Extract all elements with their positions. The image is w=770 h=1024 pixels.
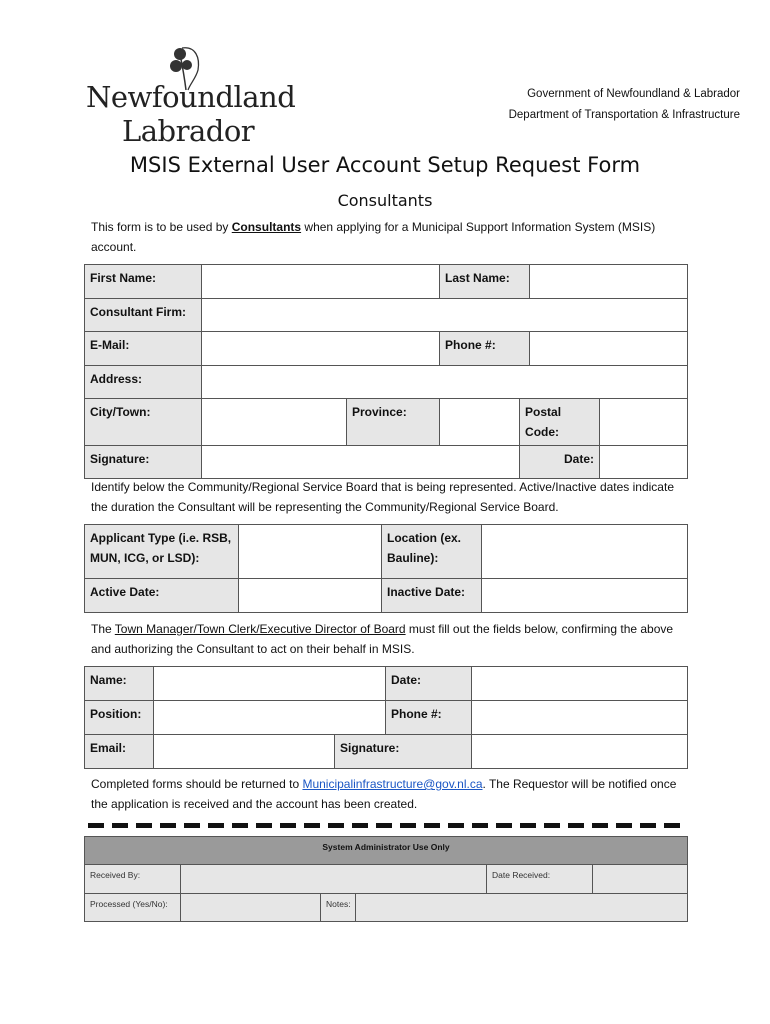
phone-field[interactable]	[530, 332, 688, 366]
date-received-field[interactable]	[593, 865, 687, 893]
active-date-label: Active Date:	[85, 579, 239, 613]
admin-header: System Administrator Use Only	[85, 837, 688, 865]
inactive-date-label: Inactive Date:	[382, 579, 482, 613]
date-received-cell	[487, 865, 688, 894]
manager-name-label: Name:	[85, 667, 154, 701]
intro-text-b: when applying for a Municipal Support Information System (MSIS) account.	[91, 220, 656, 254]
email-field[interactable]	[202, 332, 440, 366]
intro-emph: Consultants	[231, 220, 302, 234]
logo-word-newfoundland: Newfoundland	[86, 80, 296, 114]
processed-label: Processed (Yes/No):	[85, 894, 181, 922]
cut-line-divider	[88, 823, 686, 828]
consultant-firm-field[interactable]	[202, 299, 688, 332]
date-received-label: Date Received:	[487, 865, 593, 893]
form-title: MSIS External User Account Setup Request Form	[129, 153, 641, 177]
signature-label: Signature:	[85, 446, 202, 479]
first-name-field[interactable]	[202, 265, 440, 299]
address-field[interactable]	[202, 366, 688, 399]
manager-emph: Town Manager/Town Clerk/Executive Director of Board	[114, 622, 406, 636]
city-label: City/Town:	[85, 399, 202, 446]
processed-field[interactable]	[181, 894, 321, 922]
manager-paragraph	[91, 619, 691, 659]
manager-text-a: The	[91, 622, 115, 636]
email-link[interactable]: Municipalinfrastructure@gov.nl.ca	[302, 777, 483, 791]
date-field[interactable]	[600, 446, 688, 479]
nl-logo	[86, 44, 296, 148]
received-by-field[interactable]	[181, 865, 487, 894]
return-text-b: . The Requestor will be notified once the application is received and the account has been created.	[91, 777, 677, 811]
last-name-label: Last Name:	[440, 265, 530, 299]
manager-date-label: Date:	[386, 667, 472, 701]
consultant-info-table	[84, 264, 688, 479]
email-label: E-Mail:	[85, 332, 202, 366]
manager-info-table	[84, 666, 688, 769]
return-paragraph	[91, 774, 691, 814]
manager-signature-label: Signature:	[335, 735, 472, 769]
admin-use-table	[84, 836, 688, 922]
intro-text-a: This form is to be used by	[91, 220, 232, 234]
board-info-table	[84, 524, 688, 613]
location-field[interactable]	[482, 525, 688, 579]
received-by-label: Received By:	[85, 865, 181, 894]
gov-name: Government of Newfoundland & Labrador	[527, 88, 740, 100]
province-field[interactable]	[440, 399, 520, 446]
manager-signature-field[interactable]	[472, 735, 688, 769]
province-label: Province:	[347, 399, 440, 446]
applicant-type-field[interactable]	[239, 525, 382, 579]
date-label: Date:	[520, 446, 600, 479]
manager-email-field[interactable]	[154, 735, 335, 769]
department-name: Department of Transportation & Infrastructure	[508, 109, 740, 121]
phone-label: Phone #:	[440, 332, 530, 366]
manager-text-b: must fill out the fields below, confirming the above and authorizing the Consultant to act on their behalf in MSIS.	[91, 622, 674, 656]
city-field[interactable]	[202, 399, 347, 446]
active-date-field[interactable]	[239, 579, 382, 613]
manager-phone-label: Phone #:	[386, 701, 472, 735]
return-text-a: Completed forms should be returned to	[91, 777, 303, 791]
address-label: Address:	[85, 366, 202, 399]
notes-label: Notes:	[321, 894, 356, 922]
inactive-date-field[interactable]	[482, 579, 688, 613]
last-name-field[interactable]	[530, 265, 688, 299]
first-name-label: First Name:	[85, 265, 202, 299]
location-label: Location (ex. Bauline):	[382, 525, 482, 579]
position-field[interactable]	[154, 701, 386, 735]
position-label: Position:	[85, 701, 154, 735]
notes-field[interactable]	[356, 894, 688, 922]
applicant-type-label: Applicant Type (i.e. RSB, MUN, ICG, or LSD):	[85, 525, 239, 579]
manager-email-label: Email:	[85, 735, 154, 769]
consultant-firm-label: Consultant Firm:	[85, 299, 202, 332]
intro-paragraph	[91, 217, 691, 257]
postal-code-field[interactable]	[600, 399, 688, 446]
manager-date-field[interactable]	[472, 667, 688, 701]
identify-paragraph: Identify below the Community/Regional Service Board that is being represented. Active/Inactive dates indicate the duration the Consultant will be representing the Community/Regional Service Board.	[91, 480, 674, 514]
postal-code-label: Postal Code:	[520, 399, 600, 446]
form-subtitle: Consultants	[337, 191, 433, 210]
government-heading	[509, 84, 740, 126]
manager-name-field[interactable]	[154, 667, 386, 701]
signature-field[interactable]	[202, 446, 520, 479]
manager-phone-field[interactable]	[472, 701, 688, 735]
logo-word-labrador: Labrador	[122, 114, 255, 148]
